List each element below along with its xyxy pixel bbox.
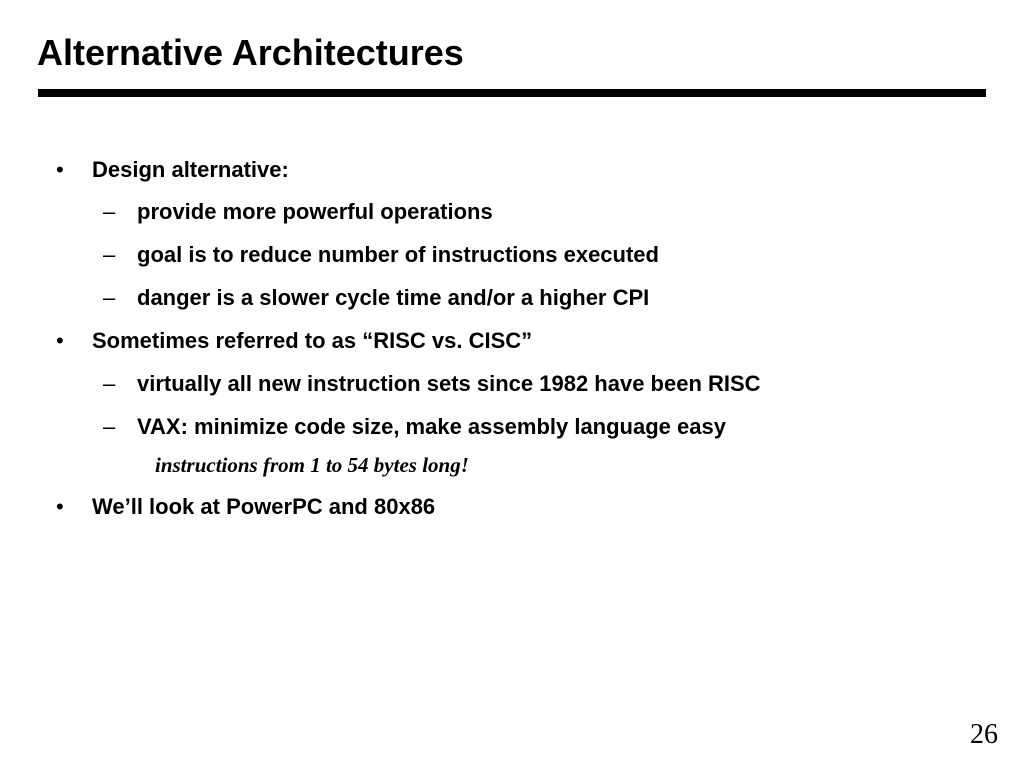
italic-note: instructions from 1 to 54 bytes long! <box>155 453 469 477</box>
sub-bullet-text: danger is a slower cycle time and/or a higher CPI <box>137 285 650 310</box>
dash-icon: – <box>103 371 116 396</box>
slide-title: Alternative Architectures <box>37 32 464 73</box>
page-number: 26 <box>970 719 998 750</box>
sub-bullet-text: goal is to reduce number of instructions executed <box>137 242 659 267</box>
bullet-text: Design alternative: <box>92 157 289 182</box>
sub-bullet-text: VAX: minimize code size, make assembly language easy <box>137 414 726 439</box>
bullet-icon: • <box>56 494 64 519</box>
dash-icon: – <box>103 199 116 224</box>
bullet-text: Sometimes referred to as “RISC vs. CISC” <box>92 328 533 353</box>
bullet-text: We’ll look at PowerPC and 80x86 <box>92 494 436 519</box>
dash-icon: – <box>103 414 116 439</box>
sub-bullet-text: provide more powerful operations <box>137 199 493 224</box>
dash-icon: – <box>103 285 116 310</box>
bullet-icon: • <box>56 328 64 353</box>
dash-icon: – <box>103 242 116 267</box>
sub-bullet-text: virtually all new instruction sets since 1982 have been RISC <box>137 371 761 396</box>
bullet-icon: • <box>56 157 64 182</box>
